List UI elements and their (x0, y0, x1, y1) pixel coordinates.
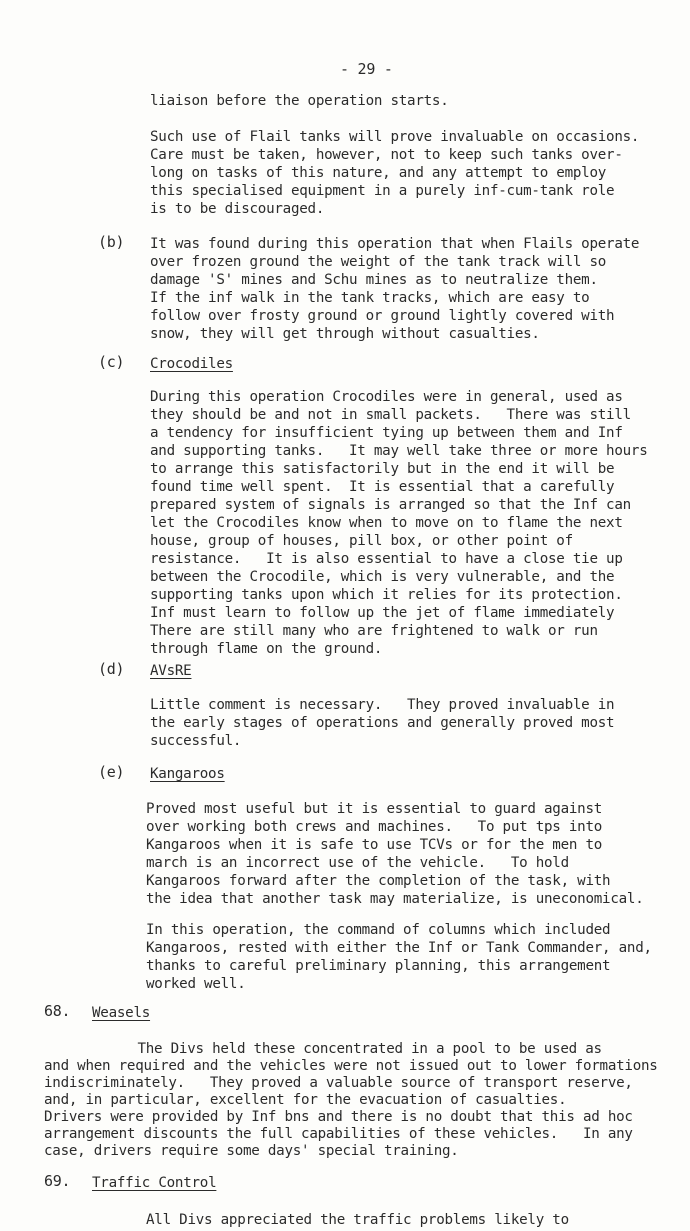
text-line: this specialised equipment in a purely inf-cum-tank role (150, 183, 615, 199)
section-heading-traffic-control: Traffic Control (92, 1175, 217, 1191)
text-line: and when required and the vehicles were not issued out to lower formations (44, 1058, 658, 1074)
section-heading-kangaroos: Kangaroos (150, 766, 225, 782)
text-line: thanks to careful preliminary planning, this arrangement (146, 958, 611, 974)
text-line: All Divs appreciated the traffic problems likely to (146, 1212, 569, 1228)
text-line: the idea that another task may materialize, is uneconomical. (146, 891, 644, 907)
text-line: If the inf walk in the tank tracks, which are easy to (150, 290, 590, 306)
text-line: damage 'S' mines and Schu mines as to neutralize them. (150, 272, 598, 288)
text-line: Inf must learn to follow up the jet of flame immediately (150, 605, 615, 621)
text-line: In this operation, the command of columns which included (146, 922, 611, 938)
text-line: Proved most useful but it is essential to guard against (146, 801, 603, 817)
item-label-b: (b) (98, 233, 125, 251)
text-line: indiscriminately. They proved a valuable source of transport reserve, (44, 1075, 633, 1091)
text-line: follow over frosty ground or ground lightly covered with (150, 308, 615, 324)
paragraph-number-69: 69. (44, 1172, 71, 1190)
text-line: successful. (150, 733, 242, 749)
text-line: long on tasks of this nature, and any attempt to employ (150, 165, 607, 181)
text-line: supporting tanks upon which it relies for its protection. (150, 587, 623, 603)
text-line: they should be and not in small packets. There was still (150, 407, 631, 423)
section-heading-crocodiles: Crocodiles (150, 356, 233, 372)
text-line: and, in particular, excellent for the evacuation of casualties. (44, 1092, 567, 1108)
item-label-e: (e) (98, 763, 125, 781)
text-line: Care must be taken, however, not to keep such tanks over- (150, 147, 623, 163)
text-line: a tendency for insufficient tying up between them and Inf (150, 425, 623, 441)
text-line: Drivers were provided by Inf bns and there is no doubt that this ad hoc (44, 1109, 633, 1125)
text-line: Kangaroos forward after the completion of the task, with (146, 873, 611, 889)
text-line: to arrange this satisfactorily but in the end it will be (150, 461, 615, 477)
item-label-c: (c) (98, 353, 125, 371)
page-number: - 29 - (340, 60, 393, 78)
text-line: arrangement discounts the full capabilities of these vehicles. In any (44, 1126, 633, 1142)
paragraph-number-68: 68. (44, 1002, 71, 1020)
text-line: It was found during this operation that when Flails operate (150, 236, 640, 252)
text-line: prepared system of signals is arranged so that the Inf can (150, 497, 631, 513)
section-heading-weasels: Weasels (92, 1005, 151, 1021)
text-line: house, group of houses, pill box, or other point of (150, 533, 573, 549)
text-line: is to be discouraged. (150, 201, 325, 217)
text-line: Kangaroos, rested with either the Inf or Tank Commander, and, (146, 940, 652, 956)
text-line: The Divs held these concentrated in a pool to be used as (96, 1041, 602, 1057)
text-line: through flame on the ground. (150, 641, 383, 657)
text-line: over working both crews and machines. To put tps into (146, 819, 603, 835)
text-line: found time well spent. It is essential that a carefully (150, 479, 615, 495)
text-line: and supporting tanks. It may well take three or more hours (150, 443, 648, 459)
text-line: let the Crocodiles know when to move on to flame the next (150, 515, 623, 531)
intro-line: liaison before the operation starts. (150, 93, 449, 109)
text-line: snow, they will get through without casualties. (150, 326, 540, 342)
text-line: over frozen ground the weight of the tank track will so (150, 254, 607, 270)
text-line: Such use of Flail tanks will prove invaluable on occasions. (150, 129, 640, 145)
text-line: Little comment is necessary. They proved invaluable in (150, 697, 615, 713)
text-line: the early stages of operations and generally proved most (150, 715, 615, 731)
section-heading-avsre: AVsRE (150, 663, 192, 679)
text-line: There are still many who are frightened to walk or run (150, 623, 598, 639)
text-line: worked well. (146, 976, 246, 992)
item-label-d: (d) (98, 660, 125, 678)
text-line: Kangaroos when it is safe to use TCVs or for the men to (146, 837, 603, 853)
text-line: During this operation Crocodiles were in general, used as (150, 389, 623, 405)
text-line: case, drivers require some days' special training. (44, 1143, 459, 1159)
text-line: resistance. It is also essential to have a close tie up (150, 551, 623, 567)
text-line: march is an incorrect use of the vehicle. To hold (146, 855, 569, 871)
text-line: between the Crocodile, which is very vulnerable, and the (150, 569, 615, 585)
